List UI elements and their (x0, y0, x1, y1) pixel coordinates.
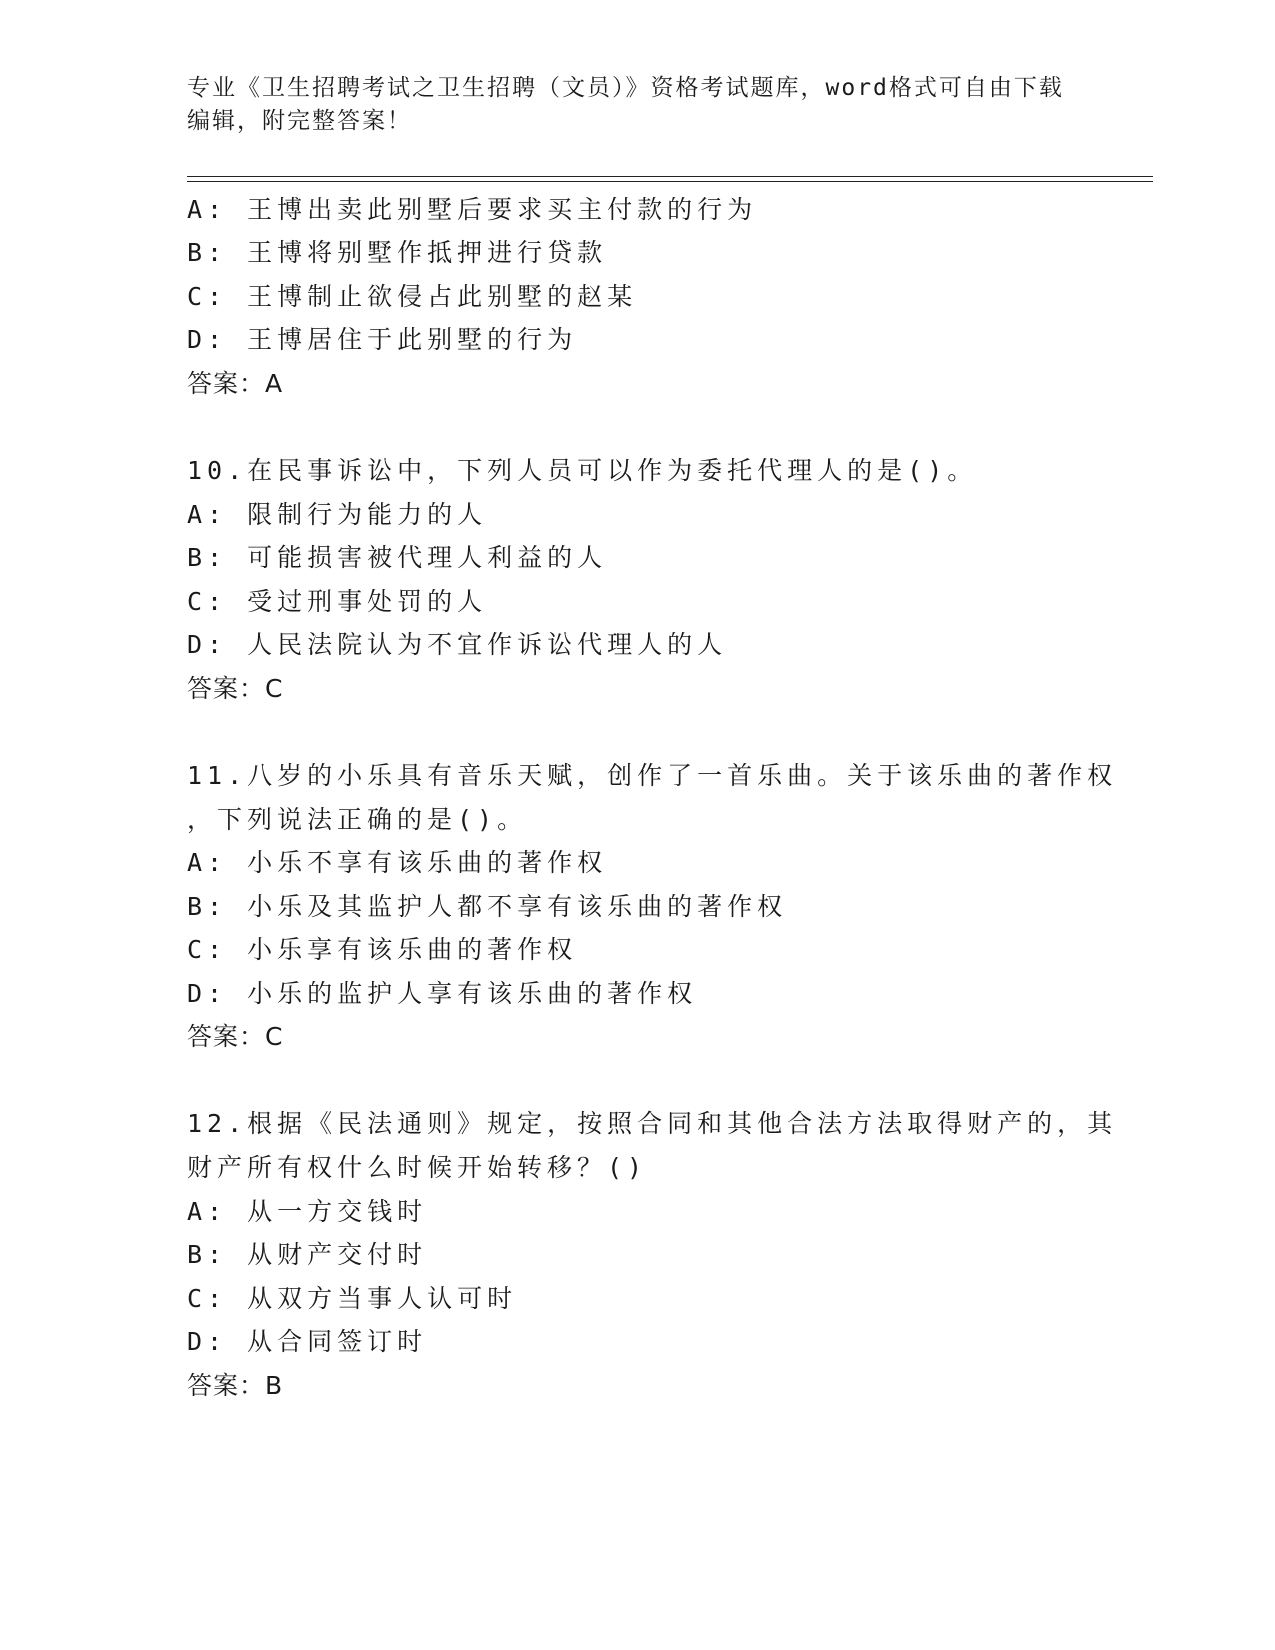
q11-option-d: D: 小乐的监护人享有该乐曲的著作权 (187, 979, 698, 1008)
q9-option-d: D: 王博居住于此别墅的行为 (187, 325, 578, 354)
q9-option-c: C: 王博制止欲侵占此别墅的赵某 (187, 282, 638, 311)
q10-answer: 答案：C (187, 674, 284, 703)
q12-option-c: C: 从双方当事人认可时 (187, 1284, 518, 1313)
q12-option-b: B: 从财产交付时 (187, 1240, 428, 1269)
q11-option-c: C: 小乐享有该乐曲的著作权 (187, 935, 578, 964)
header-divider-top (187, 176, 1153, 177)
header-line-1: 专业《卫生招聘考试之卫生招聘（文员）》资格考试题库，word格式可自由下载 (187, 75, 1064, 101)
q12-stem-line-2: 财产所有权什么时候开始转移？() (187, 1153, 648, 1182)
q12-stem-line-1: 12.根据《民法通则》规定，按照合同和其他合法方法取得财产的，其 (187, 1109, 1118, 1138)
q10-stem: 10.在民事诉讼中，下列人员可以作为委托代理人的是()。 (187, 456, 978, 485)
q11-answer: 答案：C (187, 1022, 284, 1051)
header-divider-bottom (187, 181, 1153, 182)
q11-stem-line-1: 11.八岁的小乐具有音乐天赋，创作了一首乐曲。关于该乐曲的著作权 (187, 761, 1118, 790)
q10-option-c: C: 受过刑事处罚的人 (187, 587, 488, 616)
q9-answer: 答案：A (187, 369, 284, 398)
q9-option-a: A: 王博出卖此别墅后要求买主付款的行为 (187, 195, 758, 224)
q12-option-d: D: 从合同签订时 (187, 1327, 428, 1356)
q10-option-b: B: 可能损害被代理人利益的人 (187, 543, 608, 572)
q11-option-b: B: 小乐及其监护人都不享有该乐曲的著作权 (187, 892, 788, 921)
q12-answer: 答案：B (187, 1371, 284, 1400)
q10-option-a: A: 限制行为能力的人 (187, 500, 488, 529)
q9-option-b: B: 王博将别墅作抵押进行贷款 (187, 238, 608, 267)
q10-option-d: D: 人民法院认为不宜作诉讼代理人的人 (187, 630, 728, 659)
q11-option-a: A: 小乐不享有该乐曲的著作权 (187, 848, 608, 877)
q11-stem-line-2: ，下列说法正确的是()。 (187, 805, 528, 834)
q12-option-a: A: 从一方交钱时 (187, 1197, 428, 1226)
header-line-2: 编辑，附完整答案！ (187, 108, 412, 134)
document-header (187, 72, 1087, 138)
